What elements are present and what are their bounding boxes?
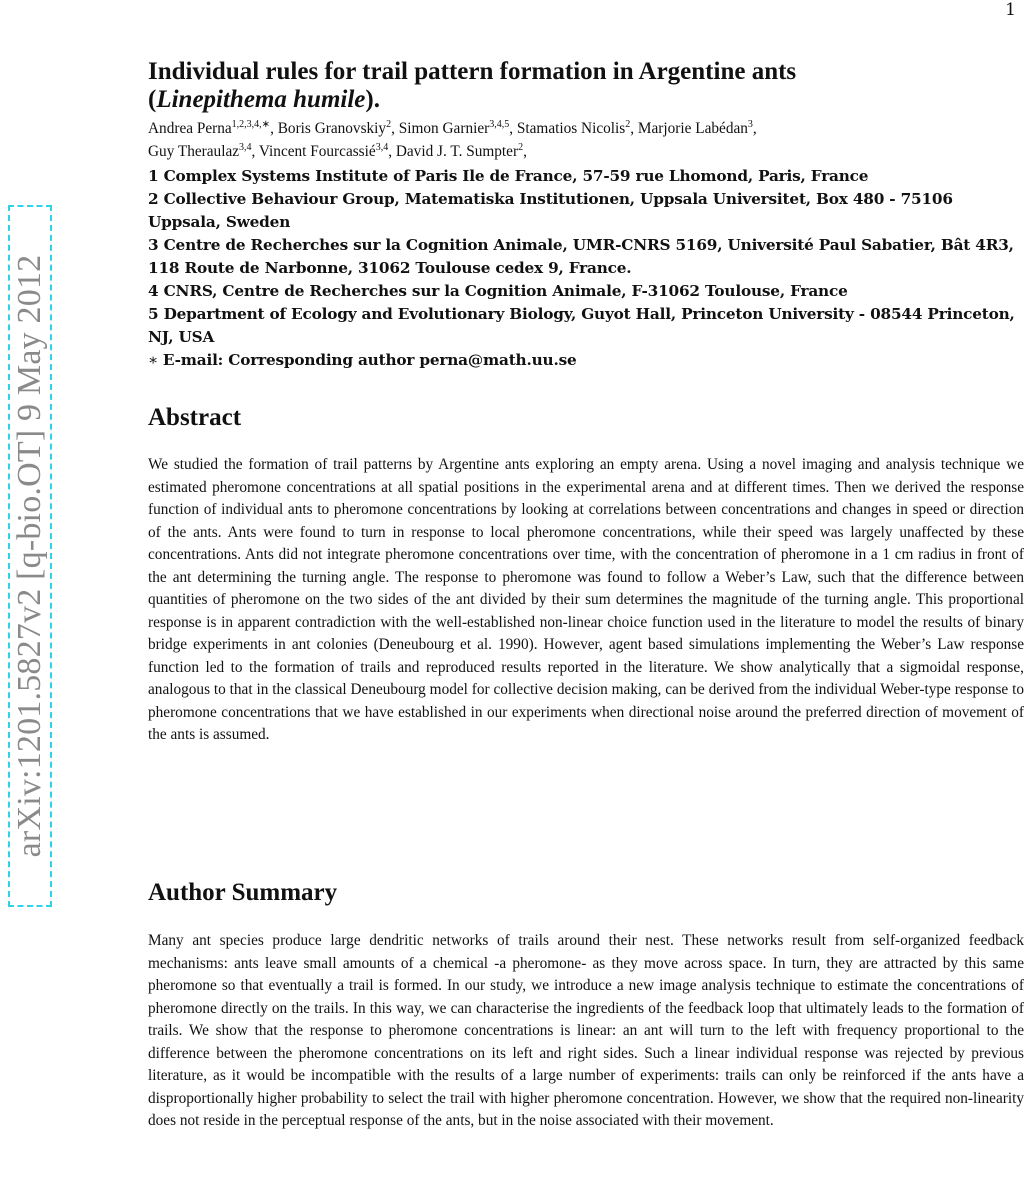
author: Stamatios Nicolis$^2$, [516,118,638,137]
arxiv-identifier-stamp [8,205,52,907]
author: David J. T. Sumpter$^2$, [395,141,527,160]
author: Vincent Fourcassié$^{3,4}$, [258,141,396,160]
author-summary-heading: Author Summary [148,879,338,906]
title-species: Linepithema humile [156,86,366,113]
title-main: Individual rules for trail pattern formation in Argentine ants [148,58,797,85]
title-paren-close: ). [365,86,380,113]
affiliation: 4 CNRS, Centre de Recherches sur la Cognition Animale, F-31062 Toulouse, France [148,282,848,300]
affiliation: 5 Department of Ecology and Evolutionary Biology, Guyot Hall, Princeton University - 08544 Princeton, NJ, USA [148,305,1015,346]
arxiv-identifier-text: arXiv:1201.5827v2 [q-bio.OT] 9 May 2012 [11,254,48,858]
author: Guy Theraulaz$^{3,4}$, [148,141,259,160]
corresponding-email [148,349,1024,372]
paper-title [148,58,1024,114]
affiliation: 3 Centre de Recherches sur la Cognition Animale, UMR-CNRS 5169, Université Paul Sabatier, Bât 4R3, 118 Route de Narbonne, 31062 Toulouse cedex 9, France. [148,236,1014,277]
title-paren-open: ( [148,86,157,113]
author: Marjorie Labédan$^3$, [637,118,757,137]
affiliation: 2 Collective Behaviour Group, Matematiska Institutionen, Uppsala Universitet, Box 480 - 75106 Uppsala, Sweden [148,190,953,231]
author-list [148,117,1024,163]
author: Andrea Perna$^{1,2,3,4,∗}$, [148,118,278,137]
paper-content [148,58,1024,1129]
abstract-text: We studied the formation of trail patterns by Argentine ants exploring an empty arena. Using a novel imaging and analysis technique we estimated pheromone concentrations at all spatial positions in the experimental arena and at different times. Then we derived the response function of individual ants to pheromone concentrations by looking at correlations between concentrations and changes in speed or direction of the ants. Ants were found to turn in response to local pheromone concentrations, while their speed was largely unaffected by these concentrations. Ants did not integrate pheromone concentrations over time, with the concentration of pheromone in a 1 cm radius in front of the ant determining the turning angle. The response to pheromone was found to follow a Weber’s Law, such that the difference between quantities of pheromone on the two sides of the ant divided by their sum determines the magnitude of the turning angle. This proportional response is in apparent contradiction with the well-established non-linear choice function used in the literature to model the results of binary bridge experiments in ant colonies (Deneubourg et al. 1990). However, agent based simulations implementing the Weber’s Law response function led to the formation of trails and reproduced results reported in the literature. We show analytically that a sigmoidal response, analogous to that in the classical Deneubourg model for collective decision making, can be derived from the individual Weber-type response to pheromone concentrations that we have established in our experiments when directional noise around the preferred direction of movement of the ants is assumed. [148,456,1024,743]
author: Boris Granovskiy$^2$, [277,118,399,137]
abstract-heading: Abstract [148,404,242,431]
affiliation: 1 Complex Systems Institute of Paris Ile de France, 57-59 rue Lhomond, Paris, France [148,167,869,185]
author-summary-text: Many ant species produce large dendritic networks of trails around their nest. These networks result from self-organized feedback mechanisms: ants leave small amounts of a chemical -a pheromone- as they move across space. In turn, they are attracted by this same pheromone so that eventually a trail is formed. In our study, we introduce a new image analysis technique to estimate the concentrations of pheromone directly on the trails. In this way, we can characterise the ingredients of the feedback loop that ultimately leads to the formation of trails. We show that the response to pheromone concentrations is linear: an ant will turn to the left with frequency proportional to the difference between the pheromone concentrations on its left and right sides. Such a linear individual response was rejected by previous literature, as it would be incompatible with the results of a large number of experiments: trails can only be reinforced if the ants have a disproportionally higher probability to select the trail with higher pheromone concentration. However, we show that the required non-linearity does not reside in the perceptual response of the ants, but in the noise associated with their movement. [148,932,1024,1129]
email-label: E-mail: Corresponding author perna@math.uu.se [162,351,577,369]
asterisk-symbol: ∗ [148,351,159,369]
page-number: 1 [1005,0,1016,20]
author: Simon Garnier$^{3,4,5}$, [398,118,517,137]
